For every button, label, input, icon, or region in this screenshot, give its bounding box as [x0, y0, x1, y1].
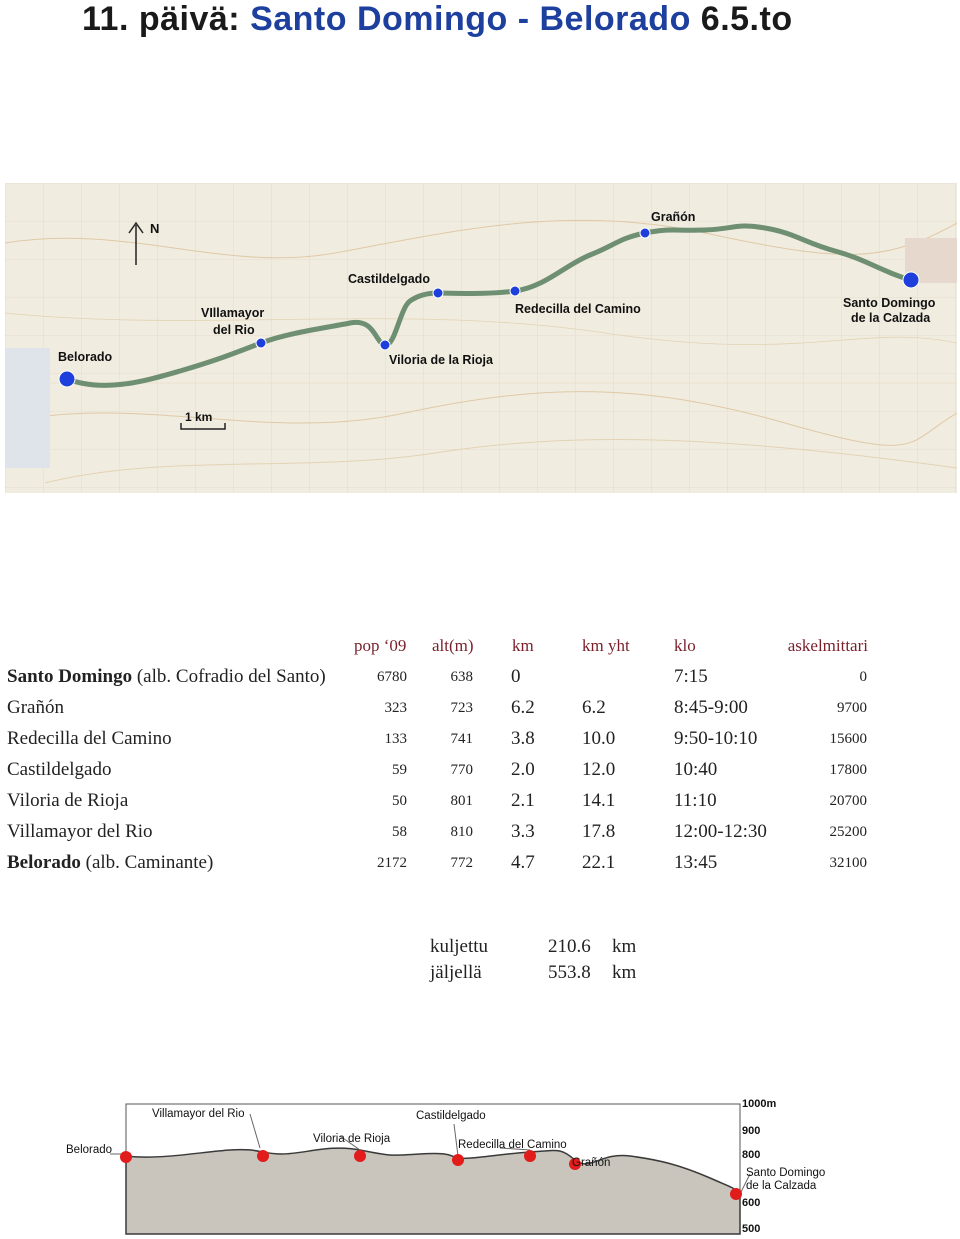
- row-name: [7, 728, 172, 750]
- row-alt: 770: [450, 762, 473, 778]
- table-row: [0, 790, 960, 816]
- col-alt: alt(m): [432, 636, 474, 655]
- row-km-yht: 6.2: [582, 697, 606, 718]
- row-alt: 810: [450, 824, 473, 840]
- row-km: 3.3: [511, 821, 535, 842]
- row-askelmittari: 0: [859, 669, 867, 685]
- table-header: [0, 636, 960, 662]
- row-alt: 723: [450, 700, 473, 716]
- profile-marker-viloria: [354, 1150, 366, 1162]
- row-km-yht: 22.1: [582, 852, 616, 873]
- row-name: [7, 821, 153, 843]
- row-name-rest: (alb. Cofradio del Santo): [132, 666, 326, 687]
- row-km: 4.7: [511, 852, 535, 873]
- axis-1000: 1000m: [742, 1098, 777, 1110]
- axis-500: 500: [742, 1223, 761, 1235]
- done-label: kuljettu: [430, 936, 489, 957]
- profile-label-granon: Grañón: [572, 1157, 611, 1169]
- profile-label-viloria: Viloria de Rioja: [313, 1133, 391, 1145]
- row-klo: 10:40: [674, 759, 718, 780]
- table-row: [0, 759, 960, 785]
- col-pop: pop ‘09: [354, 636, 407, 655]
- col-km: km: [512, 636, 534, 655]
- row-pop: 6780: [377, 669, 407, 685]
- marker-villamayor: [256, 338, 266, 348]
- map-label-granon: Grañón: [651, 210, 696, 224]
- row-askelmittari: 15600: [829, 731, 867, 747]
- row-km: 2.0: [511, 759, 535, 780]
- profile-marker-castildelgado: [452, 1154, 464, 1166]
- row-klo: 11:10: [674, 790, 717, 811]
- row-klo: 7:15: [674, 666, 708, 687]
- row-klo: 9:50-10:10: [674, 728, 758, 749]
- left-unit: km: [612, 962, 637, 983]
- profile-label-belorado: Belorado: [66, 1144, 113, 1156]
- marker-castildelgado: [433, 288, 443, 298]
- row-name: [7, 852, 213, 874]
- profile-marker-belorado: [120, 1151, 132, 1163]
- row-name-rest: Redecilla del Camino: [7, 728, 172, 749]
- route-map: [5, 183, 957, 493]
- row-alt: 741: [450, 731, 473, 747]
- map-label-santo-2: de la Calzada: [851, 311, 931, 325]
- profile-area: [126, 1148, 740, 1234]
- axis-600: 600: [742, 1197, 761, 1209]
- row-askelmittari: 9700: [837, 700, 867, 716]
- marker-viloria: [380, 340, 390, 350]
- row-name-rest: (alb. Caminante): [80, 852, 214, 873]
- row-name-rest: Viloria de Rioja: [7, 790, 129, 811]
- marker-santo-domingo: [903, 272, 919, 288]
- table-row: [0, 821, 960, 847]
- scale-label: 1 km: [185, 410, 213, 424]
- profile-label-villamayor: Villamayor del Rio: [152, 1108, 245, 1120]
- col-km-yht: km yht: [582, 636, 630, 655]
- profile-marker-redecilla: [524, 1150, 536, 1162]
- row-alt: 772: [450, 855, 473, 871]
- marker-granon: [640, 228, 650, 238]
- left-value: 553.8: [548, 962, 591, 983]
- table-row: [0, 697, 960, 723]
- profile-label-castildelgado: Castildelgado: [416, 1110, 486, 1122]
- row-name-rest: Villamayor del Rio: [7, 821, 153, 842]
- axis-800: 800: [742, 1149, 761, 1161]
- row-klo: 8:45-9:00: [674, 697, 748, 718]
- table-row: [0, 728, 960, 754]
- row-pop: 59: [392, 762, 407, 778]
- map-label-villamayor-1: VIllamayor: [201, 306, 265, 320]
- row-name-rest: Grañón: [7, 697, 64, 718]
- title-day: 11. päivä:: [82, 0, 241, 38]
- row-askelmittari: 25200: [829, 824, 867, 840]
- row-askelmittari: 17800: [829, 762, 867, 778]
- done-unit: km: [612, 936, 637, 957]
- profile-label-redecilla: Redecilla del Camino: [458, 1139, 567, 1151]
- row-askelmittari: 32100: [829, 855, 867, 871]
- row-km-yht: 14.1: [582, 790, 616, 811]
- table-row: [0, 666, 960, 692]
- row-km-yht: 12.0: [582, 759, 616, 780]
- row-name-bold: Santo Domingo: [7, 666, 133, 687]
- row-alt: 801: [450, 793, 473, 809]
- marker-belorado: [59, 371, 75, 387]
- title-date: 6.5.to: [700, 0, 793, 38]
- done-value: 210.6: [548, 936, 591, 957]
- row-klo: 12:00-12:30: [674, 821, 767, 842]
- page-title: [82, 0, 793, 39]
- row-pop: 50: [392, 793, 407, 809]
- elevation-profile: [60, 1090, 860, 1239]
- profile-marker-santo-domingo: [730, 1188, 742, 1200]
- row-pop: 323: [384, 700, 407, 716]
- row-km: 0: [511, 666, 521, 687]
- row-name: [7, 759, 111, 781]
- north-label: N: [150, 221, 160, 236]
- row-km-yht: 17.8: [582, 821, 616, 842]
- row-askelmittari: 20700: [829, 793, 867, 809]
- map-label-santo-1: Santo Domingo: [843, 296, 936, 310]
- row-name: [7, 697, 64, 719]
- map-label-redecilla: Redecilla del Camino: [515, 302, 641, 316]
- table-row: [0, 852, 960, 878]
- row-name: [7, 666, 326, 688]
- map-label-viloria: Viloria de la Rioja: [389, 353, 493, 367]
- marker-redecilla: [510, 286, 520, 296]
- row-km: 6.2: [511, 697, 535, 718]
- row-name-rest: Castildelgado: [7, 759, 112, 780]
- row-km-yht: 10.0: [582, 728, 616, 749]
- row-klo: 13:45: [674, 852, 718, 873]
- left-label: jäljellä: [430, 962, 482, 983]
- row-km: 2.1: [511, 790, 535, 811]
- row-name: [7, 790, 128, 812]
- row-pop: 133: [384, 731, 407, 747]
- row-km: 3.8: [511, 728, 535, 749]
- row-pop: 2172: [377, 855, 407, 871]
- col-klo: klo: [674, 636, 696, 655]
- row-name-bold: Belorado: [7, 852, 81, 873]
- title-route: Santo Domingo - Belorado: [250, 0, 691, 38]
- profile-marker-villamayor: [257, 1150, 269, 1162]
- map-label-belorado: Belorado: [58, 350, 113, 364]
- profile-label-santo-2: de la Calzada: [746, 1180, 817, 1192]
- row-alt: 638: [450, 669, 473, 685]
- row-pop: 58: [392, 824, 407, 840]
- profile-label-santo-1: Santo Domingo: [746, 1167, 826, 1179]
- map-label-castildelgado: Castildelgado: [348, 272, 430, 286]
- col-askelmittari: askelmittari: [787, 636, 868, 655]
- axis-900: 900: [742, 1125, 761, 1137]
- map-label-villamayor-2: del Rio: [213, 323, 255, 337]
